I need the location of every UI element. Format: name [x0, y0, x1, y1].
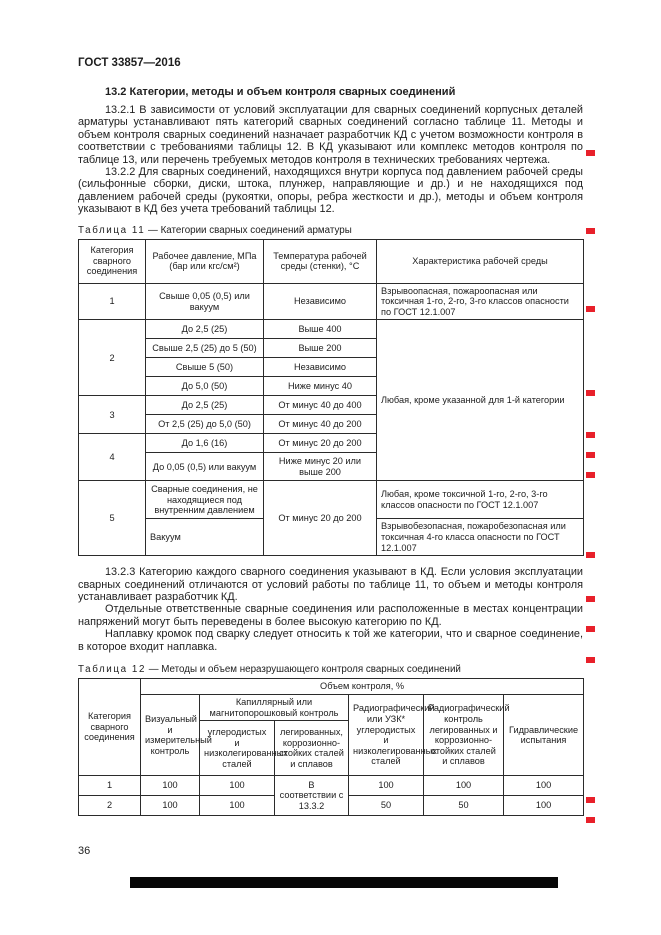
t11-cat2-row3-pressure: До 5,0 (50) — [146, 377, 264, 396]
change-marker — [586, 452, 595, 458]
change-marker — [586, 228, 595, 234]
table11 — [78, 239, 584, 557]
table11-caption-label: Таблица 11 — [78, 224, 146, 236]
t12-row1-capillary-carbon: 100 — [200, 796, 275, 816]
t12-header-hydraulic: Гидравлические испытания — [504, 695, 584, 776]
page-number: 36 — [78, 845, 91, 857]
t12-row0-capillary-carbon: 100 — [200, 776, 275, 796]
t12-capillary-alloy-note: В соответствии с 13.3.2 — [275, 776, 349, 816]
t11-cat2-row2-pressure: Свыше 5 (50) — [146, 358, 264, 377]
t11-cat5-row1-pressure: Вакуум — [146, 519, 264, 556]
t11-cat1-temperature: Независимо — [264, 283, 377, 320]
section-heading: 13.2 Категории, методы и объем контроля сварных соединений — [105, 86, 456, 98]
t11-cat5-num: 5 — [79, 481, 146, 556]
table12-caption-title: — Методы и объем неразрушающего контроля сварных соединений — [148, 664, 461, 676]
t12-row0-category: 1 — [79, 776, 141, 796]
paragraph-surfacing: Наплавку кромок под сварку следует относить к той же категории, что и сварное соединение, в которое входит наплавка. — [78, 628, 583, 653]
t11-cat2-row0-pressure: До 2,5 (25) — [146, 320, 264, 339]
t11-cat1-pressure: Свыше 0,05 (0,5) или вакуум — [146, 283, 264, 320]
document-number: ГОСТ 33857—2016 — [78, 57, 181, 69]
t11-header-category: Категория сварного соединения — [79, 239, 146, 283]
t12-row0-hydraulic: 100 — [504, 776, 584, 796]
t11-header-pressure: Рабочее давление, МПа (бар или кгс/см²) — [146, 239, 264, 283]
t12-row1-radiographic-carbon: 50 — [349, 796, 424, 816]
t11-cat3-num: 3 — [79, 396, 146, 434]
change-marker — [586, 626, 595, 632]
table11-caption — [78, 225, 583, 236]
t12-header-radiographic-carbon: Радиографический или УЗК* углеродистых и низколегированных сталей — [349, 695, 424, 776]
t11-cat2-row3-temperature: Ниже минус 40 — [264, 377, 377, 396]
t11-cat4-num: 4 — [79, 434, 146, 481]
t11-cat1-num: 1 — [79, 283, 146, 320]
table12-caption — [78, 664, 583, 675]
t11-cat1-characteristic: Взрывоопасная, пожароопасная или токсичная 1-го, 2-го, 3-го классов опасности по ГОСТ 12.1.007 — [377, 283, 584, 320]
change-marker — [586, 432, 595, 438]
t11-cat4-row1-temperature: Ниже минус 20 или выше 200 — [264, 453, 377, 481]
t12-header-category: Категория сварного соединения — [79, 679, 141, 776]
t12-header-capillary-carbon: углеродистых и низколегированных сталей — [200, 721, 275, 776]
change-marker — [586, 596, 595, 602]
change-marker — [586, 306, 595, 312]
t11-cat4-row0-temperature: От минус 20 до 200 — [264, 434, 377, 453]
t12-header-volume: Объем контроля, % — [141, 679, 584, 695]
paragraph-13-2-3: 13.2.3 Категорию каждого сварного соединения указывают в КД. Если условия эксплуатации сварных соединений отличаются от условий работы по таблице 11, то объем и методы контроля устанавливает разработчик КД. — [78, 566, 583, 604]
paragraph-13-2-1: 13.2.1 В зависимости от условий эксплуатации для сварных соединений корпусных деталей арматуры устанавливают пять категорий сварных соединений согласно таблице 11. Методы и объем контроля сварных соединений назначает разработчик КД с учетом возможности контроля в соответствии с требованиями таблицы 12. В КД указывают или комплекс методов контроля по таблице 13, или перечень требуемых методов контроля в технических требованиях чертежа. — [78, 104, 583, 166]
t11-cat4-row1-pressure: До 0,05 (0,5) или вакуум — [146, 453, 264, 481]
paragraph-responsible-welds: Отдельные ответственные сварные соединения или расположенные в местах концентрации напряжений могут быть переведены в более высокую категорию по КД. — [78, 603, 583, 628]
t11-cat4-row0-pressure: До 1,6 (16) — [146, 434, 264, 453]
t11-header-temperature: Температура рабочей среды (стенки), °С — [264, 239, 377, 283]
t11-cat5-row0-characteristic: Любая, кроме токсичной 1-го, 2-го, 3-го классов опасности по ГОСТ 12.1.007 — [377, 481, 584, 519]
change-marker — [586, 817, 595, 823]
t11-cat234-characteristic: Любая, кроме указанной для 1-й категории — [377, 320, 584, 481]
t12-row1-radiographic-alloy: 50 — [424, 796, 504, 816]
t12-header-capillary-alloy: легированных, коррозионно-стойких сталей и сплавов — [275, 721, 349, 776]
t12-row0-radiographic-carbon: 100 — [349, 776, 424, 796]
t11-cat2-num: 2 — [79, 320, 146, 396]
change-marker — [586, 657, 595, 663]
t11-cat2-row1-pressure: Свыше 2,5 (25) до 5 (50) — [146, 339, 264, 358]
t11-cat3-row0-temperature: От минус 40 до 400 — [264, 396, 377, 415]
t11-header-characteristic: Характеристика рабочей среды — [377, 239, 584, 283]
t12-header-visual: Визуальный и измерительный контроль — [141, 695, 200, 776]
change-marker — [586, 472, 595, 478]
t12-row0-radiographic-alloy: 100 — [424, 776, 504, 796]
t11-cat3-row1-temperature: От минус 40 до 200 — [264, 415, 377, 434]
t11-cat2-row0-temperature: Выше 400 — [264, 320, 377, 339]
t11-cat2-row2-temperature: Независимо — [264, 358, 377, 377]
scan-artifact-bar — [130, 877, 558, 888]
t11-cat5-temperature: От минус 20 до 200 — [264, 481, 377, 556]
t12-row0-visual: 100 — [141, 776, 200, 796]
t11-cat5-row1-characteristic: Взрывобезопасная, пожаробезопасная или токсичная 4-го класса опасности по ГОСТ 12.1.007 — [377, 519, 584, 556]
change-marker — [586, 390, 595, 396]
t11-cat2-row1-temperature: Выше 200 — [264, 339, 377, 358]
table11-caption-title: — Категории сварных соединений арматуры — [148, 224, 352, 236]
t12-row1-hydraulic: 100 — [504, 796, 584, 816]
table12-caption-label: Таблица 12 — [78, 664, 147, 676]
t12-row1-category: 2 — [79, 796, 141, 816]
t11-cat3-row1-pressure: От 2,5 (25) до 5,0 (50) — [146, 415, 264, 434]
table12 — [78, 678, 584, 816]
change-marker — [586, 797, 595, 803]
change-marker — [586, 552, 595, 558]
t11-cat3-row0-pressure: До 2,5 (25) — [146, 396, 264, 415]
t11-cat5-row0-pressure: Сварные соединения, не находящиеся под внутренним давлением — [146, 481, 264, 519]
t12-header-radiographic-alloy: Радиографический контроль легированных и коррозионно-стойких сталей и сплавов — [424, 695, 504, 776]
t12-header-capillary: Капиллярный или магнитопорошковый контроль — [200, 695, 349, 721]
change-marker — [586, 150, 595, 156]
t12-row1-visual: 100 — [141, 796, 200, 816]
paragraph-13-2-2: 13.2.2 Для сварных соединений, находящихся внутри корпуса под давлением рабочей среды (сильфонные сборки, диски, штока, плунжер, направляющие и др.) и не находящихся под давлением рабочей среды (рукоятки, опоры, ребра жесткости и др.), методы и объем контроля указывают в КД без учета требований таблицы 12. — [78, 166, 583, 216]
